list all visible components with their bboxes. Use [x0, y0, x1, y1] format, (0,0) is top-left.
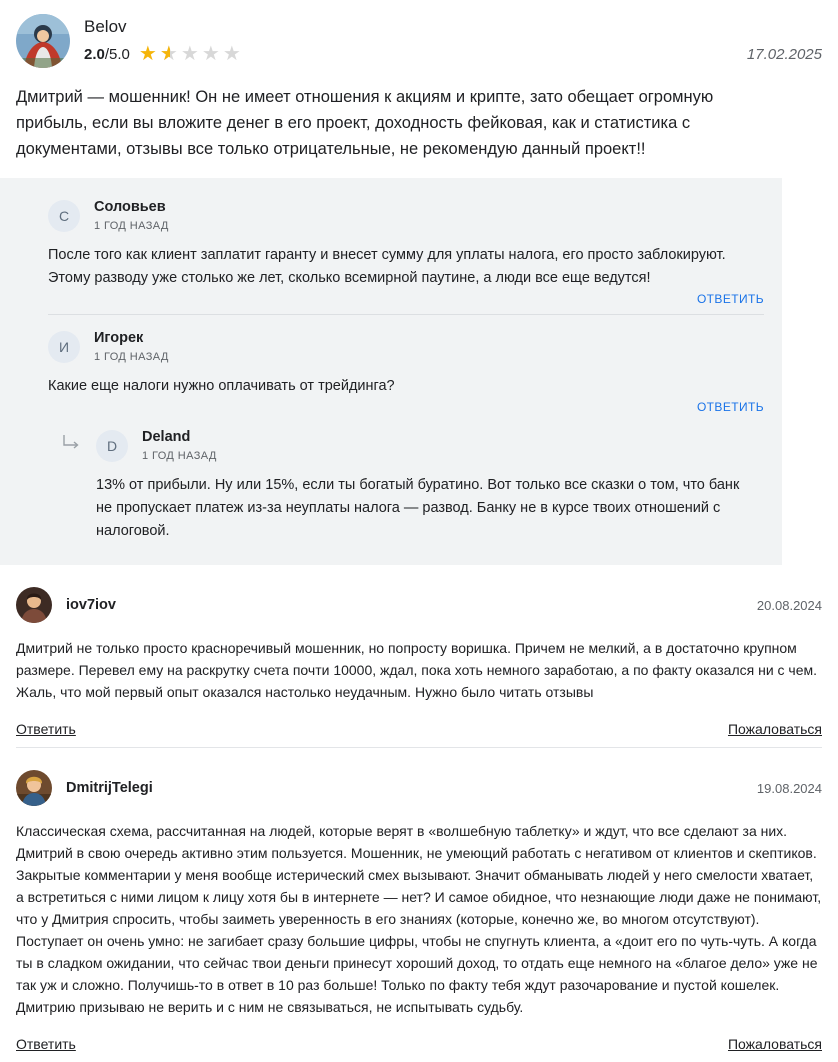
featured-review-header: [16, 14, 822, 68]
avatar[interactable]: [16, 587, 52, 623]
review-text: Дмитрий не только просто красноречивый мошенник, но попросту воришка. Причем не мелкий, а в достаточно крупном размере. Перевел ему на раскрутку счета почти 10000, ждал, пока хоть немного заработаю, а по факту оказался ни с чем. Жаль, что мой первый опыт оказался настолько неудачным. Нужно было читать отзывы: [16, 640, 818, 700]
reply-author-name: Игорек: [94, 330, 144, 346]
reply-timestamp: 1 ГОД НАЗАД: [94, 351, 169, 363]
reply-text: После того как клиент заплатит гаранту и внесет сумму для уплаты налога, его просто заблокируют. Этому разводу уже столько же лет, сколько всемирной паутине, а люди все еще ведутся!: [48, 247, 726, 286]
reply-header: [48, 198, 764, 232]
review-actions: [16, 721, 822, 747]
avatar: С: [48, 200, 80, 232]
star-icon: ★: [138, 43, 158, 65]
replies-card: [0, 178, 782, 565]
review-header: [16, 770, 822, 806]
star-icon: ★: [201, 43, 221, 65]
reply-header: [96, 428, 764, 462]
rating-denominator: /5.0: [104, 45, 130, 63]
reply-meta: [94, 329, 169, 363]
rating-row: [84, 44, 747, 64]
review-header: [16, 587, 822, 623]
rating-value: 2.0: [84, 45, 105, 63]
reply-author-name: Соловьев: [94, 199, 166, 215]
reply-answer-button[interactable]: ОТВЕТИТЬ: [696, 400, 764, 414]
review-text: Дмитрий — мошенник! Он не имеет отношения к акциям и крипте, зато обещает огромную прибыль, если вы вложите денег в его проект, доходность фейковая, как и статистика с документами, отзывы все только отрицательные, не рекомендую данный проект!!: [16, 88, 714, 158]
avatar: D: [96, 430, 128, 462]
complain-button[interactable]: Пожаловаться: [727, 1036, 822, 1052]
reply-arrow-icon: [62, 434, 80, 452]
star-rating: [139, 44, 244, 64]
star-icon: ★: [180, 43, 200, 65]
featured-review-meta: [84, 14, 747, 64]
review-author-name: iov7iov: [66, 597, 116, 613]
reply-header: [48, 329, 764, 363]
star-icon: ★: [222, 43, 242, 65]
review-author-name: Belov: [84, 17, 127, 36]
reply-answer-button[interactable]: ОТВЕТИТЬ: [696, 292, 764, 306]
reply-actions: [48, 292, 764, 306]
reply-text: Какие еще налоги нужно оплачивать от трейдинга?: [48, 378, 395, 394]
review-date: 19.08.2024: [756, 780, 822, 796]
reply-meta: [94, 198, 169, 232]
reply-timestamp: 1 ГОД НАЗАД: [94, 220, 169, 232]
reply-author-name: Deland: [142, 429, 191, 445]
divider: [16, 747, 822, 748]
review-text: Классическая схема, рассчитанная на людей, которые верят в «волшебную таблетку» и ждут, что все сделают за них. Дмитрий в свою очередь активно этим пользуется. Мошенник, не умеющий работать с негативом от клиентов и скептиков. Закрытые комментарии у меня вообще истерический смех вызывают. Значит обманывать людей у него смелости хватает, а встретиться с ними лицом к лицу хотя бы в интернете — нет? И самое обидное, что незнающие люди даже не понимают, что у Дмитрия спросить, чтобы заиметь уверенность в его знаниях (которые, конечно же, во многом отсутствуют). Поступает он очень умно: не загибает сразу большие цифры, чтобы не спугнуть клиента, а «доит его по чуть-чуть. А когда ты в сладком ожидании, что сейчас твои деньги принесут хороший доход, то отдать еще немного на «благое дело» уже не так уж и сложно. Получишь-то в ответ в 10 раз больше! Только по факту тебя ждут разочарование и пустой кошелек. Дмитрию призываю не верить и с ним не связываться, не испытывать судьбу.: [16, 823, 822, 1015]
reply-item: [0, 329, 782, 414]
featured-review: [0, 0, 838, 162]
avatar: И: [48, 331, 80, 363]
nested-reply-item: [0, 428, 782, 543]
reply-button[interactable]: Ответить: [16, 721, 76, 737]
avatar[interactable]: [16, 14, 70, 68]
review-item: [0, 770, 838, 1062]
reply-text: 13% от прибыли. Ну или 15%, если ты богатый буратино. Вот только все сказки о том, что банк не пропускает платеж из-за неуплаты налога — развод. Банку не в курсе твоих отношений с налоговой.: [96, 477, 740, 539]
reply-actions: [48, 400, 764, 414]
review-item: [0, 587, 838, 747]
reply-button[interactable]: Ответить: [16, 1036, 76, 1052]
star-icon: ★ ★: [160, 44, 181, 64]
review-actions: [16, 1036, 822, 1062]
avatar[interactable]: [16, 770, 52, 806]
review-date: 20.08.2024: [756, 597, 822, 613]
divider: [48, 314, 764, 315]
complain-button[interactable]: Пожаловаться: [727, 721, 822, 737]
review-date: 17.02.2025: [746, 46, 822, 63]
reply-item: [0, 198, 782, 306]
reply-timestamp: 1 ГОД НАЗАД: [142, 450, 217, 462]
review-author-name: DmitrijTelegi: [66, 780, 153, 796]
reply-meta: [142, 428, 217, 462]
